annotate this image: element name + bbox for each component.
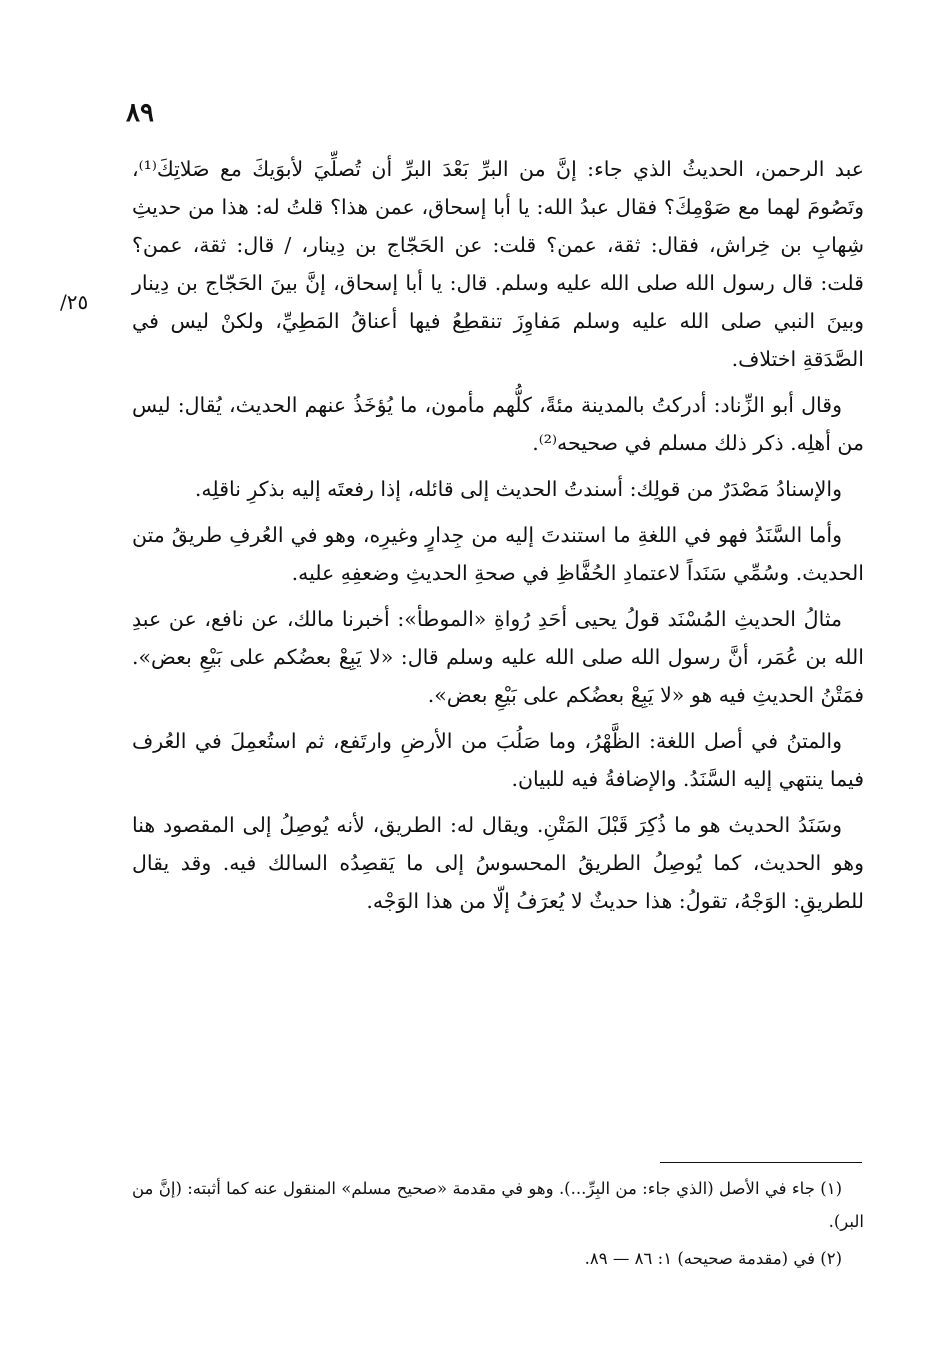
paragraph: وقال أبو الزِّناد: أدركتُ بالمدينة مئةً، كلُّهم مأمون، ما يُؤخَذُ عنهم الحديث، يُقال: ليس من أهلِه. ذكر ذلك مسلم في صحيحه⁽²⁾. [132,393,864,455]
paragraph: وأما السَّنَدُ فهو في اللغةِ ما استندتَ إليه من جِدارٍ وغيرِه، وهو في العُرفِ طريقُ متن الحديث. وسُمِّي سَنَداً لاعتمادِ الحُفَّاظِ في صحةِ الحديثِ وضعفِهِ عليه. [132,523,864,585]
footnote: (٢) في (مقدمة صحيحه) ١: ٨٦ — ٨٩. [584,1249,842,1268]
paragraph: مثالُ الحديثِ المُسْنَد قولُ يحيى أحَدِ رُواةِ «الموطأ»: أخبرنا مالك، عن نافع، عن عبدِ الله بن عُمَر، أنَّ رسول الله صلى الله عليه وسلم قال: «لا يَبِعْ بعضُكم على بَيْعِ بعض». فمَتْنُ الحديثِ فيه هو «لا يَبِعْ بعضُكم على بَيْعِ بعض». [132,607,864,707]
page-number: ٨٩ [126,98,154,128]
main-text [132,150,864,928]
paragraph: عبد الرحمن، الحديثُ الذي جاء: إنَّ من البرِّ بَعْدَ البرِّ أن تُصلِّيَ لأبوَيكَ مع صَلاتِكَ⁽¹⁾، وتَصُومَ لهما مع صَوْمِكَ؟ فقال عبدُ الله: يا أبا إسحاق، عمن هذا؟ قلتُ له: هذا من حديثِ شِهابِ بن خِراش، فقال: ثقة، عمن؟ قلت: عن الحَجّاج بن دِينار، / قال: ثقة، عمن؟ قلت: قال رسول الله صلى الله عليه وسلم. قال: يا أبا إسحاق، إنَّ بينَ الحَجّاج بن دِينار وبينَ النبي صلى الله عليه وسلم مَفاوِزَ تنقطِعُ فيها أعناقُ المَطِيِّ، ولكنْ ليس في الصَّدَقةِ اختلاف. [132,157,864,371]
footnote-divider [660,1162,862,1163]
paragraph: والإسنادُ مَصْدَرٌ من قولِك: أسندتُ الحديث إلى قائله، إذا رفعتَه إليه بذكرِ ناقلِه. [194,477,842,501]
paragraph: وسَنَدُ الحديث هو ما ذُكِرَ قَبْلَ المَتْنِ. ويقال له: الطريق، لأنه يُوصِلُ إلى المقصود هنا وهو الحديث، كما يُوصِلُ الطريقُ المحسوسُ إلى ما يَقصِدُه السالك فيه. وقد يقال للطريقِ: الوَجْهُ، تقولُ: هذا حديثٌ لا يُعرَفُ إلّا من هذا الوَجْه. [132,813,864,913]
margin-page-reference: ٢٥/ [60,290,89,314]
footnote: (١) جاء في الأصل (الذي جاء: من البِرِّ...). وهو في مقدمة «صحيح مسلم» المنقول عنه كما أثبته: (إنَّ من البر). [132,1179,864,1231]
footnotes [132,1172,864,1279]
paragraph: والمتنُ في أصل اللغة: الظَّهْرُ، وما صَلُبَ من الأرضِ وارتَفع، ثم استُعمِلَ في العُرف فيما ينتهي إليه السَّنَدُ. والإضافةُ فيه للبيان. [132,729,864,791]
